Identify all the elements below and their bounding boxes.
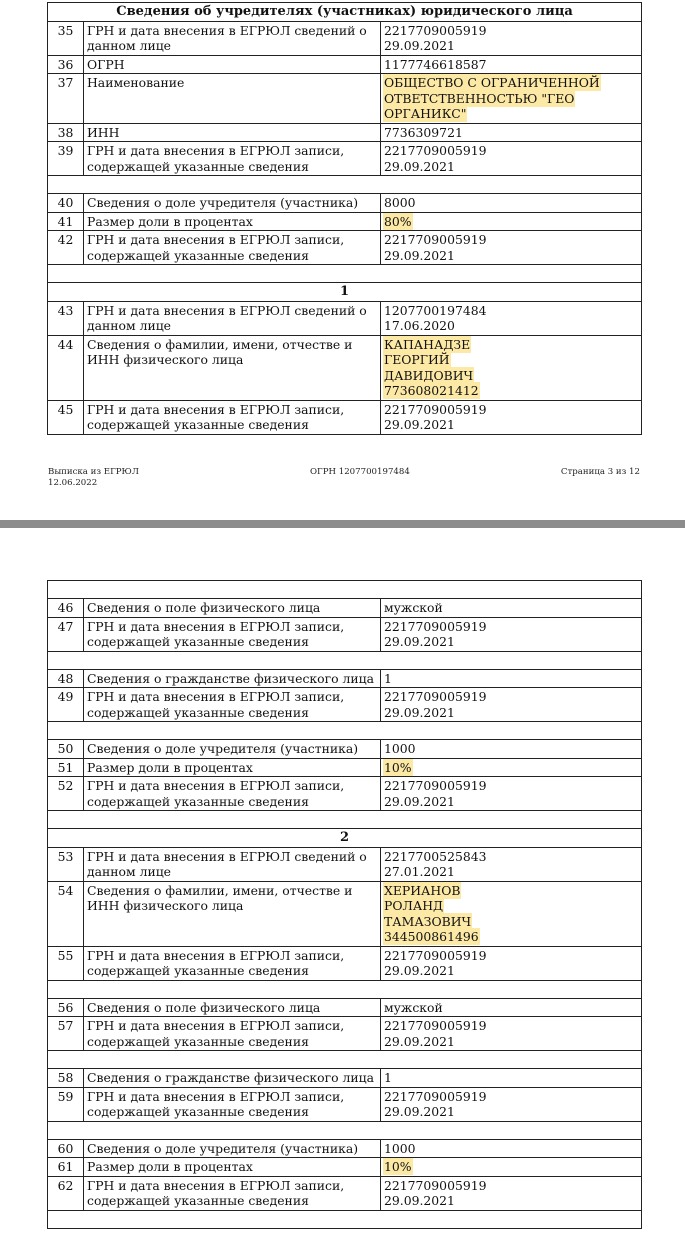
value-line-wrapper [384, 929, 638, 945]
row-number: 62 [48, 1176, 84, 1210]
value-line: 29.09.2021 [384, 1104, 455, 1119]
value-line: 2217700525843 [384, 848, 487, 864]
value-line: 2217709005919 [384, 1177, 487, 1193]
row-number: 40 [48, 194, 84, 213]
table-row [48, 231, 642, 265]
page-separator [0, 520, 685, 528]
table-row [48, 1176, 642, 1210]
section-header-row [48, 3, 642, 22]
row-number: 55 [48, 946, 84, 980]
value-line-wrapper [384, 898, 638, 914]
spacer-cell [48, 722, 642, 740]
value-line: 29.09.2021 [384, 158, 455, 174]
footer-doc-date: 12.06.2022 [48, 478, 98, 488]
value-line: мужской [384, 600, 443, 615]
table-row [48, 599, 642, 618]
row-number: 44 [48, 335, 84, 400]
row-number: 61 [48, 1158, 84, 1177]
row-label: Размер доли в процентах [84, 758, 381, 777]
value-line-wrapper [384, 778, 638, 794]
value-line-wrapper [384, 794, 638, 810]
value-line-wrapper [384, 417, 638, 433]
highlighted-value-line: ОБЩЕСТВО С ОГРАНИЧЕННОЙ [384, 75, 600, 90]
row-label: Сведения о доле учредителя (участника) [84, 194, 381, 213]
table-row [48, 335, 642, 400]
value-line: 29.09.2021 [384, 704, 455, 720]
value-line-wrapper [384, 248, 638, 264]
footer-left [48, 467, 208, 489]
value-line-wrapper [384, 38, 638, 54]
value-line: 29.09.2021 [384, 1193, 455, 1208]
row-label: Размер доли в процентах [84, 212, 381, 231]
row-number: 57 [48, 1017, 84, 1051]
row-label: Сведения о фамилии, имени, отчестве и ИНН физического лица [84, 881, 381, 946]
value-line-wrapper [384, 1034, 638, 1050]
value-line-wrapper [384, 948, 638, 964]
highlighted-value-line: 10% [384, 1159, 412, 1174]
table-row [48, 617, 642, 651]
table-row [48, 1017, 642, 1051]
value-line: 2217709005919 [384, 618, 487, 634]
row-label: Сведения о гражданстве физического лица [84, 1069, 381, 1088]
row-number: 35 [48, 21, 84, 55]
spacer-cell [48, 811, 642, 829]
row-value [381, 1158, 642, 1177]
row-number: 56 [48, 998, 84, 1017]
table-row [48, 946, 642, 980]
table-row [48, 123, 642, 142]
row-value [381, 194, 642, 213]
value-line: 1207700197484 [384, 302, 487, 318]
value-line: 2217709005919 [384, 232, 487, 247]
value-line-wrapper [384, 159, 638, 175]
spacer-row [48, 1051, 642, 1069]
row-value [381, 1176, 642, 1210]
table-row [48, 21, 642, 55]
row-number: 59 [48, 1087, 84, 1121]
value-line-wrapper [384, 75, 638, 91]
value-line-wrapper [384, 760, 638, 776]
row-value [381, 74, 642, 124]
value-line: 7736309721 [384, 124, 463, 140]
row-label: Сведения о поле физического лица [84, 998, 381, 1017]
table-row [48, 740, 642, 759]
value-line-wrapper [384, 303, 638, 319]
row-label: ГРН и дата внесения в ЕГРЮЛ записи, содержащей указанные сведения [84, 231, 381, 265]
highlighted-value-line: 344500861496 [384, 929, 479, 944]
value-line: 2217709005919 [384, 1018, 487, 1033]
row-value [381, 998, 642, 1017]
value-line-wrapper [384, 671, 638, 687]
value-line-wrapper [384, 619, 638, 635]
value-line: 8000 [384, 195, 416, 210]
value-line: 29.09.2021 [384, 1033, 455, 1049]
value-line: 27.01.2021 [384, 864, 455, 879]
highlighted-value-line: 80% [384, 213, 412, 229]
row-number: 38 [48, 123, 84, 142]
value-line: 2217709005919 [384, 22, 487, 38]
highlighted-value-line: 10% [384, 759, 412, 775]
row-number: 49 [48, 688, 84, 722]
row-value [381, 400, 642, 434]
row-label: ГРН и дата внесения в ЕГРЮЛ записи, содержащей указанные сведения [84, 400, 381, 434]
participant-group-row [48, 829, 642, 848]
spacer-cell [48, 651, 642, 669]
value-line-wrapper [384, 849, 638, 865]
value-line-wrapper [384, 232, 638, 248]
row-label: ГРН и дата внесения в ЕГРЮЛ записи, содержащей указанные сведения [84, 617, 381, 651]
row-number: 60 [48, 1139, 84, 1158]
value-line-wrapper [384, 1070, 638, 1086]
value-line-wrapper [384, 383, 638, 399]
document-page-4 [0, 528, 685, 1249]
row-label: ИНН [84, 123, 381, 142]
table-row [48, 881, 642, 946]
row-label: ГРН и дата внесения в ЕГРЮЛ записи, содержащей указанные сведения [84, 142, 381, 176]
value-line: 2217709005919 [384, 778, 487, 793]
table-row [48, 669, 642, 688]
row-number: 36 [48, 55, 84, 74]
value-line: 29.09.2021 [384, 634, 455, 649]
row-value [381, 1087, 642, 1121]
participant-group-row [48, 283, 642, 302]
footer-doc-title: Выписка из ЕГРЮЛ [48, 467, 139, 477]
row-label: Сведения о доле учредителя (участника) [84, 1139, 381, 1158]
spacer-cell [48, 265, 642, 283]
row-value [381, 55, 642, 74]
spacer-cell [48, 581, 642, 599]
value-line-wrapper [384, 195, 638, 211]
highlighted-value-line: ОТВЕТСТВЕННОСТЬЮ "ГЕО [384, 90, 575, 106]
row-number: 41 [48, 212, 84, 231]
table-row [48, 998, 642, 1017]
row-label: ГРН и дата внесения в ЕГРЮЛ сведений о данном лице [84, 301, 381, 335]
row-value [381, 881, 642, 946]
highlighted-value-line: ТАМАЗОВИЧ [384, 913, 472, 929]
value-line: 29.09.2021 [384, 417, 455, 432]
value-line: 1000 [384, 1140, 416, 1156]
highlighted-value-line: 773608021412 [384, 383, 479, 398]
table-row [48, 1158, 642, 1177]
spacer-row [48, 722, 642, 740]
row-label: ГРН и дата внесения в ЕГРЮЛ сведений о данном лице [84, 847, 381, 881]
spacer-cell [48, 1051, 642, 1069]
value-line: 2217709005919 [384, 947, 487, 963]
value-line: 29.09.2021 [384, 38, 455, 53]
highlighted-value-line: КАПАНАДЗЕ [384, 336, 471, 352]
row-value [381, 617, 642, 651]
value-line-wrapper [384, 143, 638, 159]
spacer-cell [48, 1121, 642, 1139]
value-line: 17.06.2020 [384, 318, 455, 333]
value-line-wrapper [384, 402, 638, 418]
value-line-wrapper [384, 741, 638, 757]
value-line: 1 [384, 1070, 392, 1085]
value-line-wrapper [384, 1141, 638, 1157]
spacer-row [48, 265, 642, 283]
row-value [381, 301, 642, 335]
row-label: ГРН и дата внесения в ЕГРЮЛ сведений о данном лице [84, 21, 381, 55]
value-line: 2217709005919 [384, 1088, 487, 1104]
table-row [48, 55, 642, 74]
row-value [381, 599, 642, 618]
value-line-wrapper [384, 634, 638, 650]
row-value [381, 1139, 642, 1158]
value-line: 29.09.2021 [384, 247, 455, 263]
value-line-wrapper [384, 600, 638, 616]
value-line-wrapper [384, 1018, 638, 1034]
row-label: Наименование [84, 74, 381, 124]
row-value [381, 212, 642, 231]
table-row [48, 400, 642, 434]
table-row [48, 758, 642, 777]
value-line-wrapper [384, 337, 638, 353]
value-line: 1 [384, 670, 392, 686]
row-number: 39 [48, 142, 84, 176]
table-row [48, 777, 642, 811]
value-line-wrapper [384, 1104, 638, 1120]
value-line-wrapper [384, 91, 638, 107]
highlighted-value-line: ОРГАНИКС" [384, 106, 467, 121]
highlighted-value-line: ДАВИДОВИЧ [384, 367, 474, 383]
value-line-wrapper [384, 352, 638, 368]
row-number: 48 [48, 669, 84, 688]
spacer-row [48, 651, 642, 669]
row-value [381, 231, 642, 265]
row-value [381, 847, 642, 881]
value-line-wrapper [384, 214, 638, 230]
row-number: 51 [48, 758, 84, 777]
row-label: ГРН и дата внесения в ЕГРЮЛ записи, содержащей указанные сведения [84, 777, 381, 811]
value-line-wrapper [384, 1178, 638, 1194]
participant-group-number: 1 [48, 283, 642, 302]
spacer-row [48, 581, 642, 599]
row-number: 52 [48, 777, 84, 811]
spacer-row [48, 1210, 642, 1228]
table-row [48, 1069, 642, 1088]
highlighted-value-line: РОЛАНД [384, 898, 444, 913]
document-page-3 [0, 0, 685, 520]
row-number: 54 [48, 881, 84, 946]
table-row [48, 1139, 642, 1158]
row-label: ГРН и дата внесения в ЕГРЮЛ записи, содержащей указанные сведения [84, 1176, 381, 1210]
value-line-wrapper [384, 864, 638, 880]
founders-table-page-4 [47, 580, 642, 1229]
table-row [48, 301, 642, 335]
section-title: Сведения об учредителях (участниках) юридического лица [48, 3, 642, 22]
value-line: 1000 [384, 741, 416, 756]
value-line: 1177746618587 [384, 56, 487, 72]
spacer-row [48, 811, 642, 829]
spacer-cell [48, 980, 642, 998]
value-line-wrapper [384, 125, 638, 141]
row-label: ГРН и дата внесения в ЕГРЮЛ записи, содержащей указанные сведения [84, 1087, 381, 1121]
row-label: ОГРН [84, 55, 381, 74]
participant-group-number: 2 [48, 829, 642, 848]
row-number: 43 [48, 301, 84, 335]
value-line-wrapper [384, 705, 638, 721]
row-number: 45 [48, 400, 84, 434]
row-value [381, 21, 642, 55]
value-line-wrapper [384, 963, 638, 979]
row-number: 53 [48, 847, 84, 881]
value-line-wrapper [384, 368, 638, 384]
value-line: мужской [384, 999, 443, 1015]
value-line-wrapper [384, 57, 638, 73]
value-line-wrapper [384, 23, 638, 39]
table-row [48, 142, 642, 176]
footer-page-number: Страница 3 из 12 [560, 467, 640, 477]
row-value [381, 123, 642, 142]
value-line: 29.09.2021 [384, 793, 455, 809]
row-value [381, 1069, 642, 1088]
row-number: 46 [48, 599, 84, 618]
row-number: 47 [48, 617, 84, 651]
spacer-row [48, 1121, 642, 1139]
row-label: ГРН и дата внесения в ЕГРЮЛ записи, содержащей указанные сведения [84, 946, 381, 980]
row-value [381, 758, 642, 777]
row-number: 50 [48, 740, 84, 759]
value-line-wrapper [384, 318, 638, 334]
value-line-wrapper [384, 1159, 638, 1175]
row-number: 37 [48, 74, 84, 124]
table-row [48, 847, 642, 881]
row-label: Сведения о поле физического лица [84, 599, 381, 618]
value-line: 2217709005919 [384, 401, 487, 417]
row-value [381, 335, 642, 400]
row-label: Сведения о фамилии, имени, отчестве и ИНН физического лица [84, 335, 381, 400]
row-label: ГРН и дата внесения в ЕГРЮЛ записи, содержащей указанные сведения [84, 1017, 381, 1051]
value-line: 2217709005919 [384, 143, 487, 158]
row-value [381, 1017, 642, 1051]
table-row [48, 1087, 642, 1121]
value-line: 29.09.2021 [384, 963, 455, 978]
spacer-row [48, 980, 642, 998]
row-value [381, 688, 642, 722]
founders-table-page-3 [47, 2, 642, 435]
row-label: Сведения о гражданстве физического лица [84, 669, 381, 688]
spacer-row [48, 176, 642, 194]
spacer-cell [48, 176, 642, 194]
value-line-wrapper [384, 106, 638, 122]
row-value [381, 777, 642, 811]
spacer-cell [48, 1210, 642, 1228]
table-row [48, 194, 642, 213]
highlighted-value-line: ХЕРИАНОВ [384, 882, 461, 898]
row-value [381, 946, 642, 980]
value-line: 2217709005919 [384, 689, 487, 704]
value-line-wrapper [384, 883, 638, 899]
value-line-wrapper [384, 914, 638, 930]
table-row [48, 688, 642, 722]
row-label: ГРН и дата внесения в ЕГРЮЛ записи, содержащей указанные сведения [84, 688, 381, 722]
table-row [48, 212, 642, 231]
row-number: 58 [48, 1069, 84, 1088]
value-line-wrapper [384, 1193, 638, 1209]
value-line-wrapper [384, 1000, 638, 1016]
row-value [381, 669, 642, 688]
row-label: Сведения о доле учредителя (участника) [84, 740, 381, 759]
value-line-wrapper [384, 689, 638, 705]
row-value [381, 142, 642, 176]
row-number: 42 [48, 231, 84, 265]
row-value [381, 740, 642, 759]
value-line-wrapper [384, 1089, 638, 1105]
highlighted-value-line: ГЕОРГИЙ [384, 352, 450, 367]
footer-ogrn: ОГРН 1207700197484 [310, 467, 410, 477]
row-label: Размер доли в процентах [84, 1158, 381, 1177]
table-row [48, 74, 642, 124]
